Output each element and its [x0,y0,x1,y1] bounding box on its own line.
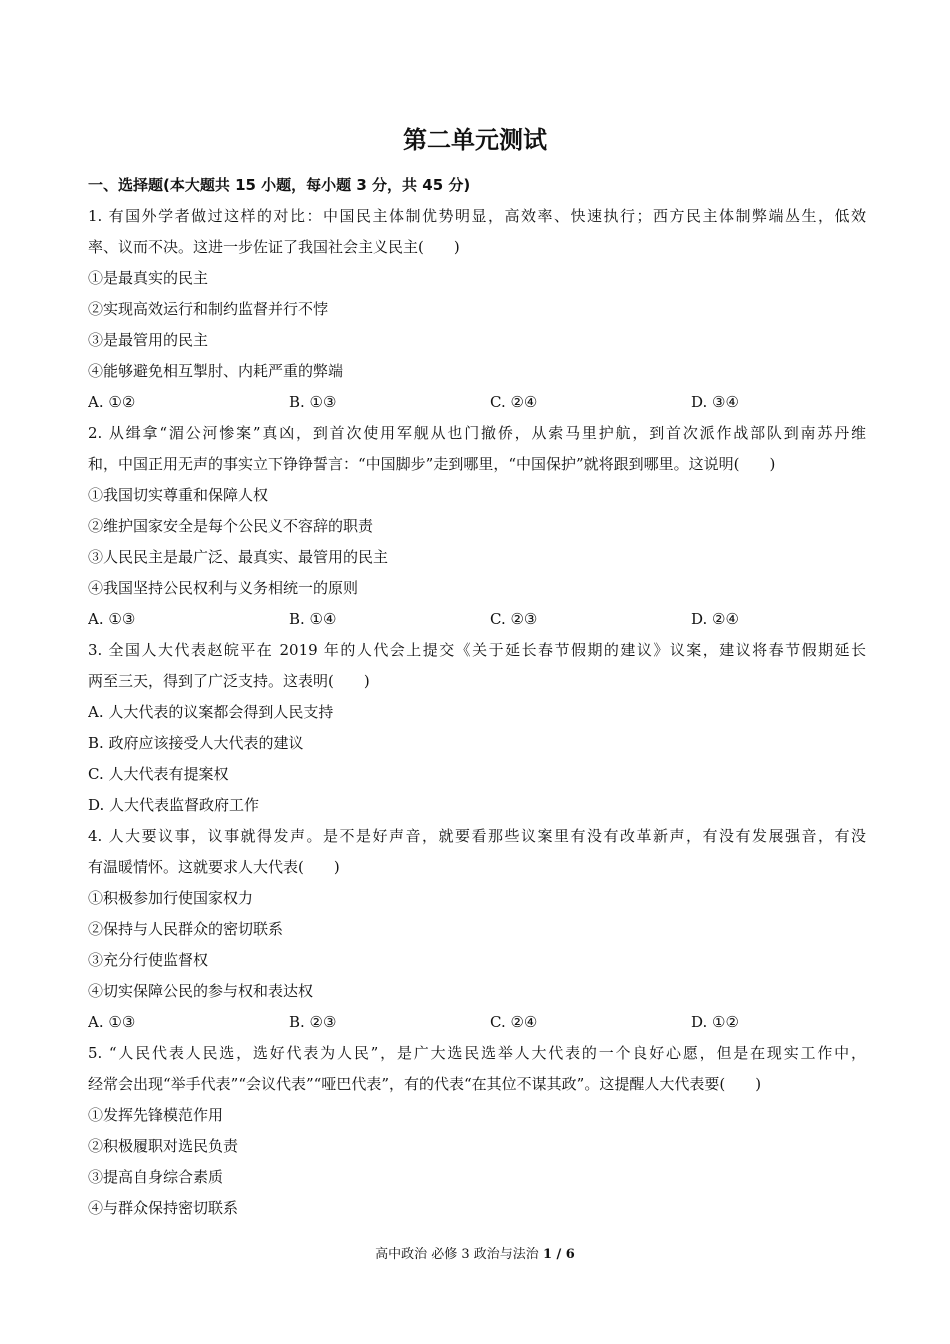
q4-option-b: B. ②③ [289,1013,337,1031]
q2-stem-line2: 和，中国正用无声的事实立下铮铮誓言：“中国脚步”走到哪里，“中国保护”就将跟到哪里。这说明( ) [88,455,776,473]
q1-option-c: C. ②④ [490,393,538,411]
q1-option-a: A. ①② [88,393,136,411]
q4-stem-line1: 4. 人大要议事，议事就得发声。是不是好声音，就要看那些议案里有没有改革新声，有没有发展强音，有没 [88,827,866,845]
q3-option-c: C. 人大代表有提案权 [88,765,229,783]
q2-item-4: ④我国坚持公民权利与义务相统一的原则 [88,579,359,597]
section-heading: 一、选择题(本大题共 15 小题，每小题 3 分，共 45 分) [88,176,471,194]
q1-options [88,387,866,418]
q4-item-3: ③充分行使监督权 [88,951,209,969]
q1-item-1: ①是最真实的民主 [88,269,209,287]
q1-item-3: ③是最管用的民主 [88,331,209,349]
q1-item-4: ④能够避免相互掣肘、内耗严重的弊端 [88,362,344,380]
q1-option-b: B. ①③ [289,393,337,411]
q5-item-1: ①发挥先锋模范作用 [88,1106,224,1124]
footer-course: 高中政治 必修 3 政治与法治 [375,1247,539,1262]
q1-stem-line2: 率、议而不决。这进一步佐证了我国社会主义民主( ) [88,238,460,256]
q4-options [88,1007,866,1038]
q2-item-1: ①我国切实尊重和保障人权 [88,486,269,504]
q4-item-2: ②保持与人民群众的密切联系 [88,920,284,938]
q5-stem-line1: 5. “人民代表人民选，选好代表为人民”，是广大选民选举人大代表的一个良好心愿，但是在现实工作中， [88,1044,866,1062]
q4-option-d: D. ①② [691,1013,739,1031]
q2-item-2: ②维护国家安全是每个公民义不容辞的职责 [88,517,374,535]
q2-option-a: A. ①③ [88,610,136,628]
q4-option-c: C. ②④ [490,1013,538,1031]
q4-option-a: A. ①③ [88,1013,136,1031]
page-footer [0,1245,950,1265]
q5-stem-line2: 经常会出现“举手代表”“会议代表”“哑巴代表”，有的代表“在其位不谋其政”。这提醒人大代表要( ) [88,1075,762,1093]
q2-option-d: D. ②④ [691,610,739,628]
page-title: 第二单元测试 [403,126,547,154]
q3-stem-line1: 3. 全国人大代表赵皖平在 2019 年的人代会上提交《关于延长春节假期的建议》议案，建议将春节假期延长 [88,641,866,659]
q2-stem-line1: 2. 从缉拿“湄公河惨案”真凶，到首次使用军舰从也门撤侨，从索马里护航，到首次派作战部队到南苏丹维 [88,424,866,442]
q4-item-4: ④切实保障公民的参与权和表达权 [88,982,314,1000]
q2-option-b: B. ①④ [289,610,337,628]
q3-option-a: A. 人大代表的议案都会得到人民支持 [88,703,334,721]
q2-option-c: C. ②③ [490,610,538,628]
q1-item-2: ②实现高效运行和制约监督并行不悖 [88,300,329,318]
q2-options [88,604,866,635]
question-content [88,170,866,1224]
footer-page-number: 1 / 6 [542,1247,575,1262]
q3-option-b: B. 政府应该接受人大代表的建议 [88,734,304,752]
q5-item-2: ②积极履职对选民负责 [88,1137,239,1155]
q1-option-d: D. ③④ [691,393,739,411]
q5-item-4: ④与群众保持密切联系 [88,1199,239,1217]
q3-option-d: D. 人大代表监督政府工作 [88,796,260,814]
q5-item-3: ③提高自身综合素质 [88,1168,224,1186]
q3-stem-line2: 两至三天，得到了广泛支持。这表明( ) [88,672,370,690]
q4-item-1: ①积极参加行使国家权力 [88,889,254,907]
q1-stem-line1: 1. 有国外学者做过这样的对比：中国民主体制优势明显，高效率、快速执行；西方民主体制弊端丛生，低效 [88,207,866,225]
q4-stem-line2: 有温暖情怀。这就要求人大代表( ) [88,858,340,876]
q2-item-3: ③人民民主是最广泛、最真实、最管用的民主 [88,548,389,566]
